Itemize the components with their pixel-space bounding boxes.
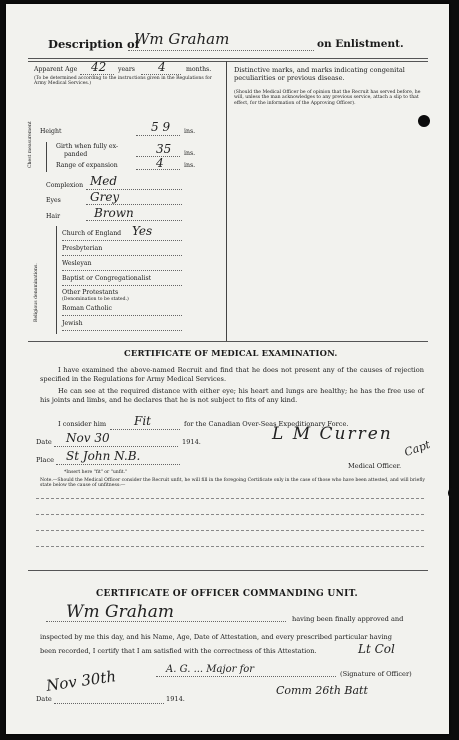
punch-hole-top xyxy=(418,115,430,127)
medical-para-2: He can see at the required distance with either eye; his heart and lungs are healthy; he has the free use of his joints and limbs, and he declares that he is not subject to fits of any kind. xyxy=(40,387,424,404)
age-years-value: 42 xyxy=(91,60,107,74)
commanding-text-after-name: having been finally approved and xyxy=(292,615,404,623)
medical-certificate-title: CERTIFICATE OF MEDICAL EXAMINATION. xyxy=(124,348,338,358)
complexion-label: Complexion xyxy=(46,182,84,189)
commanding-date-label: Date xyxy=(36,695,52,703)
height-label: Height xyxy=(40,128,62,135)
handwritten-name-header: Wm Graham xyxy=(134,30,230,48)
medical-date-label: Date xyxy=(36,438,52,446)
apparent-age-label: Apparent Age xyxy=(34,66,78,73)
commanding-line-2: inspected by me this day, and his Name, Age, Date of Attestation, and every prescribed particular having xyxy=(40,633,393,641)
signature-of-officer-label: (Signature of Officer) xyxy=(340,670,412,678)
religion-baptist: Baptist or Congregationalist xyxy=(62,275,152,282)
height-unit: ins. xyxy=(184,128,196,135)
punch-hole-bottom xyxy=(448,487,459,499)
consider-prefix: I consider him xyxy=(58,420,107,428)
religion-denomination-note: (Denomination to be stated.) xyxy=(62,297,129,302)
fit-note: *Insert here "fit" or "unfit." xyxy=(64,470,128,475)
title-before: Description of xyxy=(48,37,140,51)
girth-value: 35 xyxy=(156,142,172,156)
height-value: 5 9 xyxy=(151,120,171,134)
religion-wesleyan: Wesleyan xyxy=(62,260,92,267)
eyes-label: Eyes xyxy=(46,197,61,204)
range-value: 4 xyxy=(156,156,164,170)
girth-label: Girth when fully ex- xyxy=(56,143,119,150)
commanding-signature-rank: Lt Col xyxy=(358,642,395,656)
distinctive-marks-heading: Distinctive marks, and marks indicating congenital peculiarities or previous disease. xyxy=(234,66,405,82)
distinctive-marks-note: (Should the Medical Officer be of opinion that the Recruit has served before, he will, unless the man acknowledges to any previous service, attach a slip to that effect, for the information of the Approving Officer). xyxy=(234,90,421,106)
years-label: years xyxy=(118,66,135,73)
commanding-date-value: Nov 30th xyxy=(45,667,118,695)
complexion-value: Med xyxy=(90,174,118,188)
commanding-line-3: been recorded, I certify that I am satisfied with the correctness of this Attestation. xyxy=(40,647,317,655)
chest-label: Chest measurement xyxy=(28,121,33,168)
hair-label: Hair xyxy=(46,213,61,220)
religion-other-protestants: Other Protestants xyxy=(62,289,119,296)
place-label: Place xyxy=(36,456,55,464)
range-label: Range of expansion xyxy=(56,162,118,169)
religion-mark: Yes xyxy=(132,224,153,238)
unfit-note: Note.—Should the Medical Officer consider the Recruit unfit, he will fill in the foregoing Certificate only in the case of those who have been attested, and will briefly state below the cause of unfitness:— xyxy=(40,478,425,489)
commanding-certificate-title: CERTIFICATE OF OFFICER COMMANDING UNIT. xyxy=(96,589,358,599)
medical-officer-label: Medical Officer. xyxy=(348,462,402,470)
commanding-name-handwritten: Wm Graham xyxy=(66,602,175,622)
age-note: (To be determined according to the instructions given in the Regulations for Army Medical Services.) xyxy=(34,76,212,87)
commanding-signature: A. G. ... Major for xyxy=(166,664,255,675)
medical-date-value: Nov 30 xyxy=(66,431,110,445)
eyes-value: Grey xyxy=(90,190,120,204)
range-unit: ins. xyxy=(184,162,196,169)
religion-jewish: Jewish xyxy=(62,320,83,327)
medical-year: 1914. xyxy=(182,438,201,446)
place-value: St John N.B. xyxy=(66,449,141,463)
medical-officer-rank: Capt xyxy=(402,437,432,460)
commanding-unit-handwritten: Comm 26th Batt xyxy=(276,684,368,697)
religion-presbyterian: Presbyterian xyxy=(62,245,103,252)
fit-value: Fit xyxy=(134,414,151,428)
girth-unit: ins. xyxy=(184,150,196,157)
hair-value: Brown xyxy=(94,206,134,220)
title-after: on Enlistment. xyxy=(317,38,404,50)
months-label: months. xyxy=(186,66,212,73)
medical-para-1: I have examined the above-named Recruit and find that he does not present any of the causes of rejection specified in the Regulations for Army Medical Services. xyxy=(40,366,424,383)
attestation-sheet: Description of Wm Graham on Enlistment. Apparent Age 42 years 4 months. (To be determined according to the instructions given in the Regulations for Army Medical Services.) Height 5 9 ins. Chest measurement Girth when fully ex- panded 35 ins. Range of expansion 4 ins. Complexion Med Eyes Grey Hair Brown Religious denominations. Church of England Yes Presbyterian Wesleyan Baptist or Congregationalist Other Protestants (Denomination to be stated.) Roman Catholic Jewish Distinctive marks, and marks indicating congenital peculiarities or previous disease. (Should the Medical Officer be of opinion that the Recruit has served before, he will, unless the man acknowledges to any previous service, attach a slip to that effect, for the information of the Approving Officer). CERTIFICATE OF MEDICAL EXAMINATION. I have examined the above-named Recruit and find that he does not present any of the causes of rejection specified in the Regulations for Army Medical Services. He can see at the required distance with either eye; his heart and lungs are healthy; he has the free use of his joints and limbs, and he declares that he is not subject to fits of any kind. I consider him Fit for the Canadian Over-Seas Expeditionary Force. Date Nov 30 1914. L M Curren Capt Place St John N.B. Medical Officer. *Insert here "fit" or "unfit." Note.—Should the Medical Officer consider the Recruit unfit, he will fill in the foregoing Certificate only in the case of those who have been attested, and will briefly state below the cause of unfitness:— CERTIFICATE OF OFFICER COMMANDING UNIT. Wm Graham having been finally approved and inspected by me this day, and his Name, Age, Date of Attestation, and every prescribed particular having been recorded, I certify that I am satisfied with the correctness of this Attestation. Lt Col A. G. ... Major for (Signature of Officer) Nov 30th Comm 26th Batt Date 1914. xyxy=(6,4,449,734)
medical-officer-signature: L M Curren xyxy=(272,424,393,444)
age-months-value: 4 xyxy=(158,60,166,74)
religion-roman-catholic: Roman Catholic xyxy=(62,305,112,312)
religion-title: Religious denominations. xyxy=(34,263,39,322)
religion-church-of-england: Church of England xyxy=(62,230,122,237)
commanding-year: 1914. xyxy=(166,695,185,703)
consider-suffix: for the Canadian Over-Seas Expeditionary Force. xyxy=(184,420,349,428)
